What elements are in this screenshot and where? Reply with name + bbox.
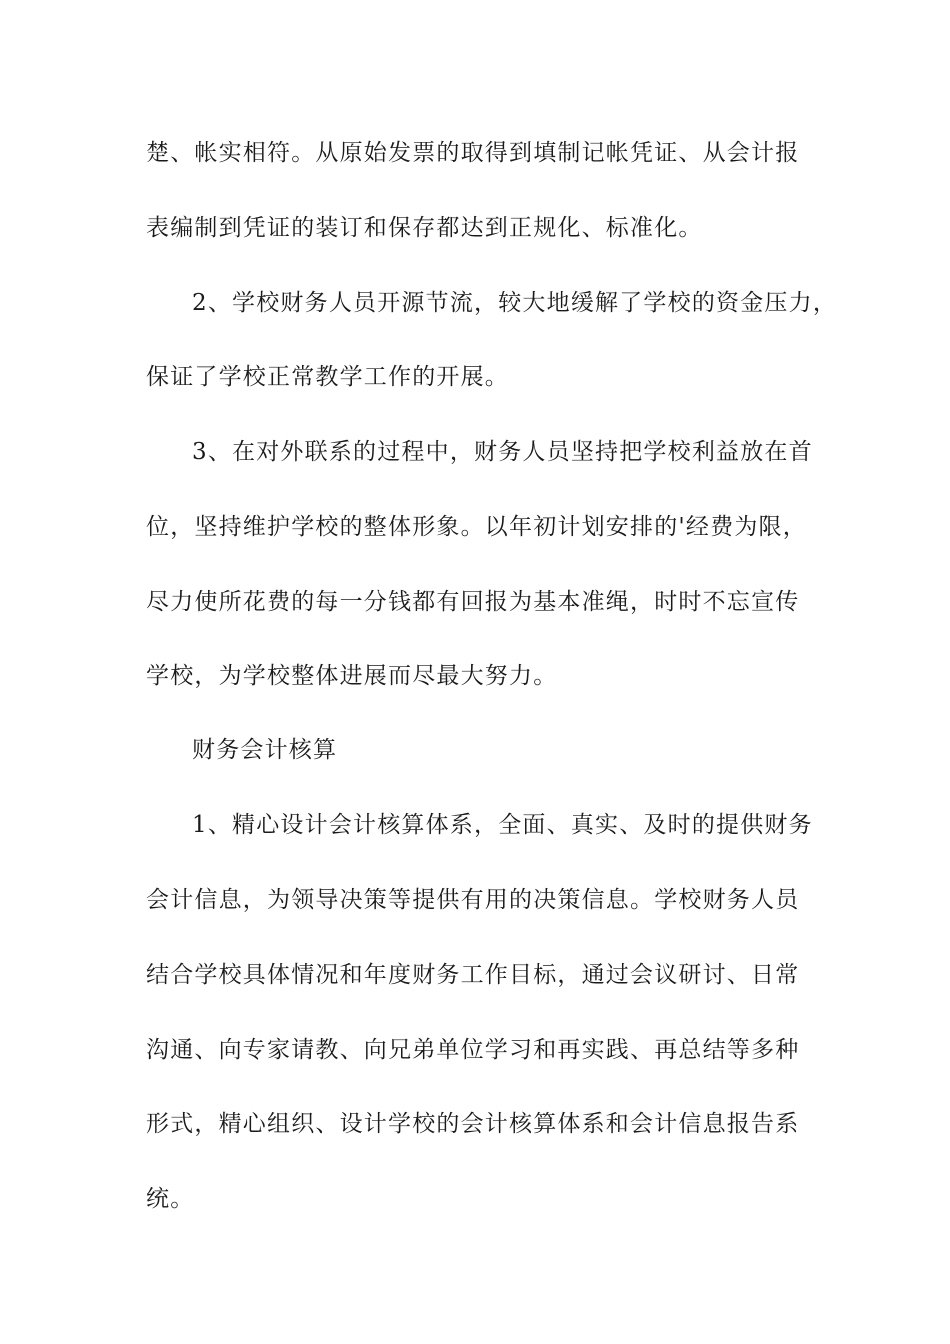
paragraph-start-line: 1、精心设计会计核算体系，全面、真实、及时的提供财务 — [192, 812, 813, 838]
text-line: 形式，精心组织、设计学校的会计核算体系和会计信息报告系 — [146, 1111, 800, 1137]
text-line: 沟通、向专家请教、向兄弟单位学习和再实践、再总结等多种 — [146, 1037, 800, 1063]
text-line: 学校，为学校整体进展而尽最大努力。 — [146, 663, 558, 689]
text-line: 结合学校具体情况和年度财务工作目标，通过会议研讨、日常 — [146, 962, 800, 988]
text-line: 表编制到凭证的装订和保存都达到正规化、标准化。 — [146, 215, 703, 241]
text-line: 位，坚持维护学校的整体形象。以年初计划安排的'经费为限， — [146, 514, 807, 540]
text-line: 统。 — [146, 1186, 195, 1212]
section-heading: 财务会计核算 — [192, 737, 338, 763]
text-line: 楚、帐实相符。从原始发票的取得到填制记帐凭证、从会计报 — [146, 140, 800, 166]
text-line: 尽力使所花费的每一分钱都有回报为基本准绳，时时不忘宣传 — [146, 589, 800, 615]
text-line: 会计信息，为领导决策等提供有用的决策信息。学校财务人员 — [146, 887, 800, 913]
paragraph-start-line: 2、学校财务人员开源节流，较大地缓解了学校的资金压力， — [192, 290, 838, 316]
text-line: 保证了学校正常教学工作的开展。 — [146, 364, 509, 390]
paragraph-start-line: 3、在对外联系的过程中，财务人员坚持把学校利益放在首 — [192, 439, 813, 465]
